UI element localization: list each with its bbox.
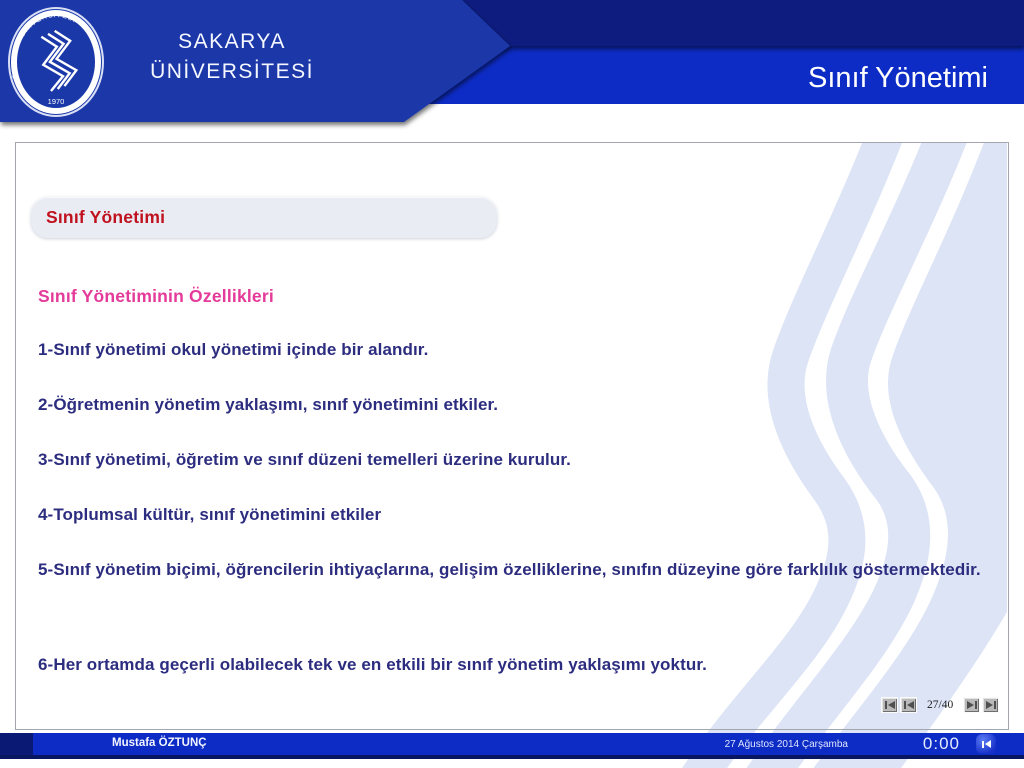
- skip-start-icon: [885, 701, 887, 709]
- restart-button[interactable]: [976, 734, 996, 754]
- header-banner: [0, 0, 1024, 134]
- slide-title: Sınıf Yönetimi: [807, 62, 988, 94]
- university-name-line1: SAKARYA: [178, 30, 286, 53]
- list-item: 2-Öğretmenin yönetim yaklaşımı, sınıf yönetimini etkiler.: [38, 395, 499, 414]
- topic-box-title: Sınıf Yönetimi: [46, 207, 166, 227]
- slide-navigation: [880, 697, 1000, 713]
- footer-left-block: [0, 733, 33, 755]
- arrow-right-icon: [967, 701, 974, 709]
- list-item: 4-Toplumsal kültür, sınıf yönetimini etkiler: [38, 505, 382, 524]
- university-logo: [9, 8, 103, 116]
- list-item: 6-Her ortamda geçerli olabilecek tek ve en etkili bir sınıf yönetim yaklaşımı yoktur.: [38, 655, 707, 674]
- skip-back-arrow-icon: [985, 740, 991, 748]
- skip-start-icon: [904, 701, 906, 709]
- first-slide-button[interactable]: [881, 697, 898, 713]
- university-name-line2: ÜNİVERSİTESİ: [150, 60, 314, 83]
- skip-end-icon: [975, 701, 977, 709]
- next-slide-button[interactable]: [963, 697, 980, 713]
- skip-end-icon: [994, 701, 996, 709]
- previous-slide-button[interactable]: [900, 697, 917, 713]
- footer-bar: [0, 733, 1024, 755]
- subtitle-heading: Sınıf Yönetiminin Özellikleri: [38, 286, 274, 306]
- arrow-left-icon: [907, 701, 914, 709]
- topic-box: [31, 197, 497, 238]
- skip-back-icon: [982, 741, 984, 748]
- list-item: 1-Sınıf yönetimi okul yönetimi içinde bir alandır.: [38, 340, 429, 359]
- author-name: Mustafa ÖZTUNÇ: [112, 737, 207, 749]
- seal-year: 1970: [47, 97, 65, 106]
- last-slide-button[interactable]: [982, 697, 999, 713]
- seal-text: SAKARYA ÜNİVERSİTESİ: [10, 12, 78, 80]
- arrow-left-icon: [888, 701, 895, 709]
- arrow-right-icon: [986, 701, 993, 709]
- page-counter: 27/40: [927, 699, 954, 711]
- date-label: 27 Ağustos 2014 Çarşamba: [724, 739, 848, 750]
- list-item: 5-Sınıf yönetim biçimi, öğrencilerin ihtiyaçlarına, gelişim özelliklerine, sınıfın düzeyine göre farklılık göstermektedir.: [38, 560, 981, 579]
- footer-underline: [0, 755, 1024, 759]
- list-item: 3-Sınıf yönetimi, öğretim ve sınıf düzeni temelleri üzerine kurulur.: [38, 450, 571, 469]
- timer-display: 0:00: [922, 734, 960, 753]
